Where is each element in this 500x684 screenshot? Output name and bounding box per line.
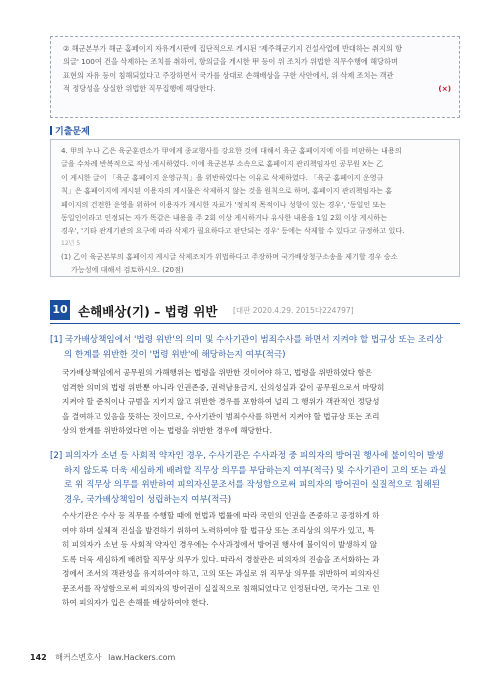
section-heading (50, 300, 460, 322)
issue-line: [1] 국가배상책임에서 '법령 위반'의 의미 및 수사기관이 범죄수사를 하면서 지켜야 할 법규상 또는 조리상 (50, 335, 443, 345)
issue-line: 하지 않도록 더욱 세심하게 배려할 직무상 의무를 부담하는지 여부(적극) 및 수사기관이 고의 또는 과실 (64, 465, 447, 476)
page-number: 142 (30, 653, 47, 662)
text-line: 의글' 100여 건을 삭제하는 조치를 취하여, 항의글을 게시한 甲 등이 위 조치가 위법한 직무수행에 해당하며 (63, 57, 398, 67)
exam-line: 글을 수차례 반복적으로 작성·게시하였다. 이에 육군본부 소속으로 홈페이지 관리책임자인 공무원 X는 乙 (61, 159, 384, 169)
exam-line: 경우', '기타 관계기관의 요구에 따라 삭제가 필요하다고 판단되는 경우' 등에는 삭제할 수 있다고 규정하고 있다. (61, 226, 405, 236)
issue-2-body (62, 509, 458, 611)
exam-source: 12년 5 (61, 239, 81, 247)
exam-label (50, 124, 90, 137)
text-line: 적 정당성을 상실한 위법한 직무집행에 해당한다. (63, 84, 216, 94)
body-line: 문조서를 작성함으로써 피의자의 방어권이 실질적으로 침해되었다고 인정된다면, 국가는 그로 인 (62, 583, 380, 593)
body-line: 국가배상책임에서 공무원의 가해행위는 법령을 위반한 것이어야 하고, 법령을 위반하였다 함은 (62, 368, 373, 377)
body-line: 정에서 조서의 객관성을 유지하여야 하고, 고의 또는 과실로 위 직무상 의무를 위반하여 피의자신 (62, 569, 380, 578)
section-divider (50, 323, 460, 324)
prior-case-box (50, 36, 460, 118)
case-reference: [대판 2020.4.29. 2015다224797] (233, 306, 354, 315)
text-line-with-answer (63, 82, 451, 95)
publisher-name: 해커스변호사 (55, 653, 102, 662)
issue-line: 로 위 직무상 의무를 위반하여 피의자신문조서를 작성함으로써 피의자의 방어권이 실질적으로 침해된 (64, 480, 440, 490)
body-line: 수사기관은 수사 등 직무를 수행할 때에 헌법과 법률에 따라 국민의 인권을 존중하고 공정하게 하 (62, 511, 380, 520)
body-line: 엄격한 의미의 법령 위반뿐 아니라 인권존중, 권력남용금지, 신의성실과 같이 공무원으로서 마땅히 (62, 382, 385, 392)
section-number: 10 (50, 300, 70, 320)
exam-question-line: 가능성에 대해서 검토하시오. (20점) (71, 265, 184, 275)
body-line: 히 피의자가 소년 등 사회적 약자인 경우에는 수사과정에서 방어권 행사에 불이익이 발생하지 않 (62, 540, 378, 549)
body-line: 도록 더욱 세심하게 배려할 직무상 의무가 있다. 따라서 경찰관은 피의자의 진술을 조서화하는 과 (62, 554, 380, 564)
exam-line: 이 게시한 글이 「육군 홈페이지 운영규칙」을 위반하였다는 이유로 삭제하였다. 「육군 홈페이지 운영규 (61, 172, 384, 182)
issue-line: 의 한계를 위반한 것이 '법령 위반'에 해당하는지 여부(적극) (64, 349, 286, 360)
issue-line: 경우, 국가배상책임이 성립하는지 여부(적극) (64, 494, 232, 505)
body-line: 여야 하며 실체적 진실을 발견하기 위하여 노력하여야 할 법규상 또는 조리상의 의무가 있고, 특 (62, 525, 375, 535)
issue-line: [2] 피의자가 소년 등 사회적 약자인 경우, 수사기관은 수사과정 중 피의자의 방어권 행사에 불이익이 발생 (50, 451, 444, 461)
exam-line: 4. 甲의 누나 乙은 육군훈련소가 甲에게 종교행사를 강요한 것에 대해서 육군 홈페이지에 이를 비판하는 내용의 (61, 146, 402, 155)
exam-line: 동일인이라고 인정되는 자가 똑같은 내용을 주 2회 이상 게시하거나 유사한 내용을 1일 2회 이상 게시하는 (61, 213, 388, 223)
exam-line: 칙」은 홈페이지에 게시된 이용자의 게시물은 삭제하지 않는 것을 원칙으로 하며, 홈페이지 관리책임자는 홈 (61, 186, 393, 196)
body-line: 지켜야 할 준칙이나 규범을 지키지 않고 위반한 경우를 포함하여 널리 그 행위가 객관적인 정당성 (62, 397, 380, 406)
page-footer (30, 652, 175, 663)
text-line: ② 해군본부가 해군 홈페이지 자유게시판에 집단적으로 게시된 '제주해군기지 건설사업에 반대하는 취지의 항 (63, 44, 403, 53)
exam-question-box (50, 139, 460, 277)
exam-question-line: (1) 乙이 육군본부의 홈페이지 게시글 삭제조치가 위법하다고 주장하며 국가배상청구소송을 제기할 경우 승소 (61, 251, 398, 261)
body-line: 을 결여하고 있음을 뜻하는 것이므로, 수사기관이 범죄수사를 하면서 지켜야 할 법규상 또는 조리 (62, 411, 380, 421)
publisher-url: law.Hackers.com (108, 653, 176, 662)
text-line: 표현의 자유 등이 침해되었다고 주장하면서 국가를 상대로 손해배상을 구한 사안에서, 위 삭제 조치는 객관 (63, 70, 394, 80)
exam-label-text: 기출문제 (55, 127, 90, 137)
label-bar (50, 126, 52, 135)
answer-mark: (×) (438, 84, 451, 94)
issue-1-heading (50, 333, 460, 362)
body-line: 상의 한계를 위반하였다면 이는 법령을 위반한 경우에 해당한다. (62, 426, 273, 435)
section-title: 손해배상(기) – 법령 위반 (78, 304, 218, 319)
exam-line: 페이지의 건전한 운영을 위하여 이용자가 게시한 자료가 '정치적 목적이나 성향이 있는 경우', '동일인 또는 (61, 199, 387, 209)
body-line: 하여 피의자가 입은 손해를 배상하여야 한다. (62, 598, 209, 607)
issue-1-body (62, 366, 458, 439)
issue-2-heading (50, 449, 460, 507)
